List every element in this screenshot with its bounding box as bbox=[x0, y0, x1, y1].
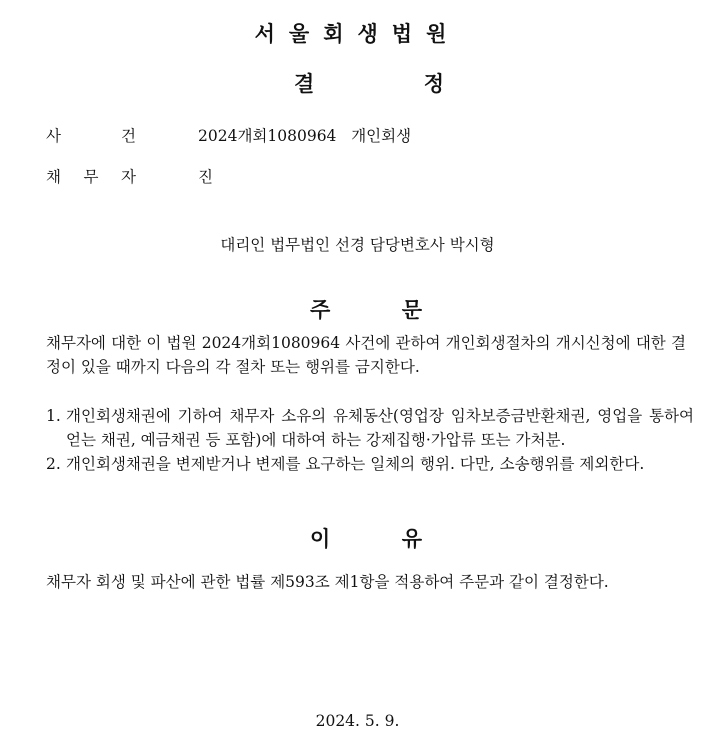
decision-heading bbox=[294, 68, 444, 98]
case-label-char: 사 bbox=[46, 127, 61, 145]
debtor-label-char: 채 bbox=[46, 168, 61, 186]
debtor-label-char: 무 bbox=[83, 168, 99, 186]
reason-heading-char: 유 bbox=[401, 527, 422, 551]
decision-heading-char: 정 bbox=[423, 72, 444, 96]
list-item bbox=[46, 452, 694, 476]
debtor-label-char: 자 bbox=[121, 168, 136, 186]
legal-agent-line: 대리인 법무법인 선경 담당변호사 박시형 bbox=[220, 236, 495, 254]
case-number: 2024개회1080964 개인회생 bbox=[198, 127, 412, 145]
order-heading bbox=[310, 294, 422, 324]
case-label-char: 건 bbox=[121, 127, 136, 145]
list-item-text: 개인회생채권을 변제받거나 변제를 요구하는 일체의 행위. 다만, 소송행위를 제외한다. bbox=[66, 455, 645, 473]
reason-heading-char: 이 bbox=[310, 527, 331, 551]
case-label bbox=[46, 124, 136, 146]
debtor-name: 진 bbox=[198, 168, 213, 186]
list-item bbox=[46, 404, 694, 452]
reason-heading bbox=[310, 523, 422, 553]
order-list bbox=[46, 404, 694, 476]
reason-paragraph: 채무자 회생 및 파산에 관한 법률 제593조 제1항을 적용하여 주문과 같이 결정한다. bbox=[46, 573, 609, 591]
list-item-number: 2. bbox=[46, 455, 61, 473]
order-heading-char: 주 bbox=[310, 298, 331, 322]
order-heading-char: 문 bbox=[401, 298, 422, 322]
decision-heading-char: 결 bbox=[294, 72, 315, 96]
decision-date: 2024. 5. 9. bbox=[315, 712, 400, 730]
list-item-text: 개인회생채권에 기하여 채무자 소유의 유체동산(영업장 임차보증금반환채권, 영업을 통하여 얻는 채권, 예금채권 등 포함)에 대하여 하는 강제집행·가압류 또는 가처분. bbox=[66, 407, 694, 449]
order-paragraph: 채무자에 대한 이 법원 2024개회1080964 사건에 관하여 개인회생절차의 개시신청에 대한 결정이 있을 때까지 다음의 각 절차 또는 행위를 금지한다. bbox=[46, 334, 686, 376]
court-name: 서울회생법원 bbox=[254, 22, 461, 46]
debtor-label bbox=[46, 165, 136, 187]
list-item-number: 1. bbox=[46, 407, 61, 425]
